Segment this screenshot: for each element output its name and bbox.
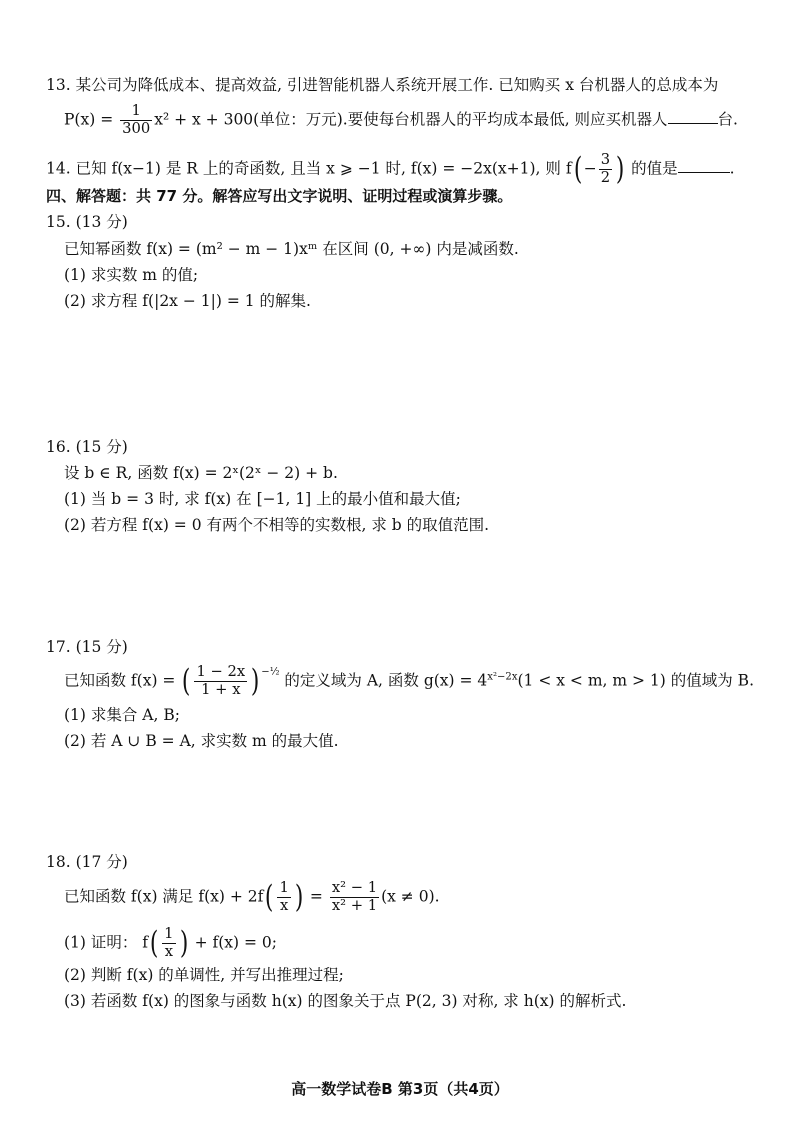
- q18-p1-frac-num: 1: [164, 925, 174, 942]
- q14-answer-blank: [678, 157, 730, 174]
- q15-part1: (1) 求实数 m 的值;: [64, 266, 199, 284]
- q14-right-paren: ): [615, 150, 625, 187]
- q17-frac-num: 1 − 2x: [196, 663, 246, 680]
- q14-fraction: [599, 152, 612, 187]
- q18-part3: (3) 若函数 f(x) 的图象与函数 h(x) 的图象关于点 P(2, 3) 对称, 求 h(x) 的解析式.: [64, 992, 627, 1010]
- q13-line2: [64, 103, 738, 138]
- q18-stem-post: (x ≠ 0).: [381, 887, 440, 906]
- q15-part2: (2) 求方程 f(|2x − 1|) = 1 的解集.: [64, 292, 311, 310]
- q18-part2: (2) 判断 f(x) 的单调性, 并写出推理过程;: [64, 966, 344, 984]
- q13-frac-den: 300: [122, 119, 151, 137]
- q17-stem-post: 的定义域为 A, 函数 g(x) = 4: [279, 671, 488, 690]
- q17-frac-den: 1 + x: [201, 680, 241, 698]
- q17-stem-pre: 已知函数 f(x) =: [64, 671, 181, 690]
- q17-left-paren: (: [182, 662, 191, 699]
- q18-stem: [64, 880, 440, 915]
- q13-frac-num: 1: [120, 103, 152, 121]
- q18-stem-pre: 已知函数 f(x) 满足 f(x) + 2f: [64, 887, 264, 906]
- page-footer: 高一数学试卷B 第3页（共4页）: [291, 1080, 509, 1098]
- q14-frac-num: 3: [600, 151, 611, 168]
- q13-lhs: P(x) =: [64, 110, 119, 129]
- q14-left-paren: (: [573, 150, 582, 187]
- q18-fraction1: [277, 880, 290, 915]
- q17-stem: [64, 664, 754, 699]
- q18-left-paren: (: [265, 878, 274, 915]
- q14-minus: −: [583, 159, 597, 178]
- q18-p1-post: + f(x) = 0;: [189, 933, 277, 952]
- q15-number: 15. (13 分): [46, 213, 128, 231]
- q16-number: 16. (15 分): [46, 438, 128, 456]
- q17-g-exponent: x²−2x: [487, 671, 518, 683]
- q14-line: [46, 152, 735, 187]
- q18-p1-pre: (1) 证明： f: [64, 933, 149, 952]
- q18-p1-frac-den: x: [164, 942, 173, 960]
- q13-line1: 13. 某公司为降低成本、提高效益, 引进智能机器人系统开展工作. 已知购买 x 台机器人的总成本为: [46, 76, 719, 94]
- q16-part1: (1) 当 b = 3 时, 求 f(x) 在 [−1, 1] 上的最小值和最大值;: [64, 490, 461, 508]
- q17-part2: (2) 若 A ∪ B = A, 求实数 m 的最大值.: [64, 732, 339, 750]
- q14-post: 的值是: [631, 159, 678, 178]
- q13-rest: x² + x + 300(单位：万元).要使每台机器人的平均成本最低, 则应买机器人: [154, 110, 668, 129]
- q17-stem-end: (1 < x < m, m > 1) 的值域为 B.: [517, 671, 755, 690]
- q14-pre: 14. 已知 f(x−1) 是 R 上的奇函数, 且当 x ⩾ −1 时, f(x) = −2x(x+1), 则 f: [46, 159, 572, 178]
- q18-equals: =: [304, 887, 328, 906]
- q18-frac2-num: x² − 1: [331, 879, 378, 896]
- q13-fraction: [120, 103, 152, 138]
- section-heading-4: 四、解答题：共 77 分。解答应写出文字说明、证明过程或演算步骤。: [46, 187, 513, 205]
- q13-tail: 台.: [717, 110, 738, 129]
- q18-frac1-num: 1: [279, 879, 289, 896]
- q14-tail: .: [729, 159, 735, 178]
- q18-frac1-den: x: [280, 896, 289, 914]
- q17-right-paren: ): [251, 662, 260, 699]
- q18-p1-right-paren: ): [179, 924, 188, 961]
- q16-part2: (2) 若方程 f(x) = 0 有两个不相等的实数根, 求 b 的取值范围.: [64, 516, 490, 534]
- q18-right-paren: ): [294, 878, 304, 915]
- q18-fraction2: [330, 880, 379, 915]
- q18-part1: [64, 926, 277, 961]
- q15-stem: 已知幂函数 f(x) = (m² − m − 1)xᵐ 在区间 (0, +∞) 内是减函数.: [64, 240, 519, 258]
- q13-answer-blank: [668, 108, 718, 125]
- q18-p1-fraction: [162, 926, 175, 961]
- q14-frac-den: 2: [600, 168, 611, 186]
- q16-stem: 设 b ∈ R, 函数 f(x) = 2ˣ(2ˣ − 2) + b.: [64, 464, 338, 482]
- q18-number: 18. (17 分): [46, 853, 128, 871]
- q17-fraction: [194, 664, 247, 699]
- q17-part1: (1) 求集合 A, B;: [64, 706, 180, 724]
- q18-p1-left-paren: (: [149, 924, 159, 961]
- q17-number: 17. (15 分): [46, 638, 128, 656]
- q17-exponent: −½: [261, 666, 280, 678]
- q18-frac2-den: x² + 1: [331, 896, 378, 914]
